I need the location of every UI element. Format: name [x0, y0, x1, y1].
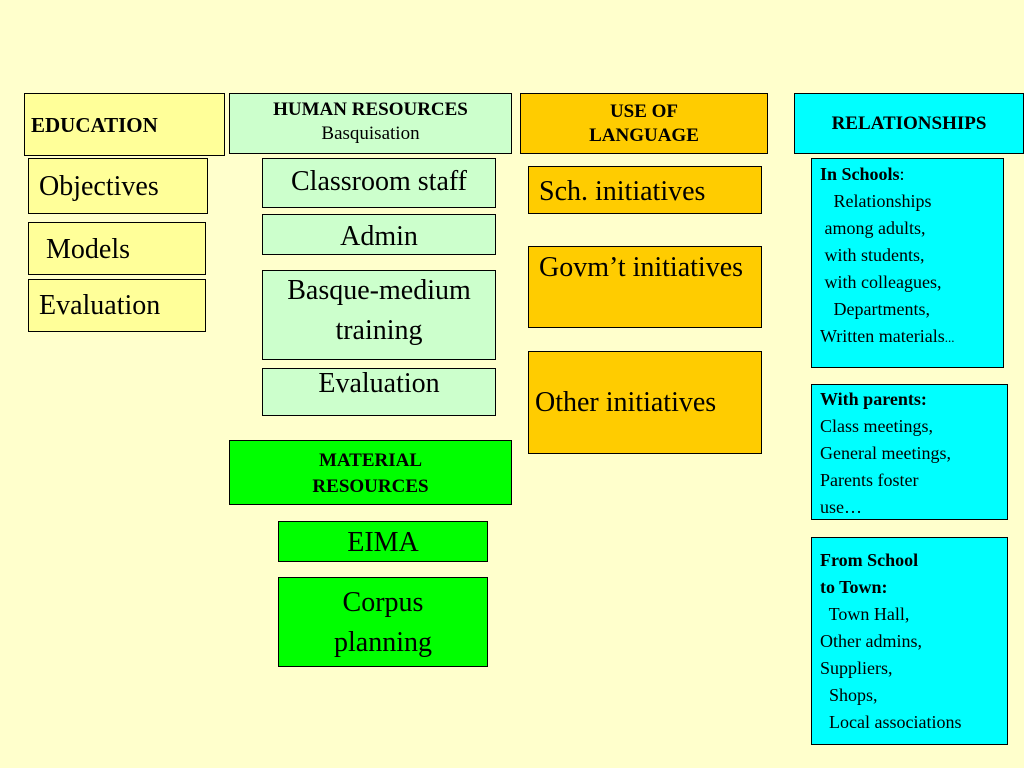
with-parents-line: Class meetings,	[820, 416, 933, 436]
material-item-corpus-planning	[278, 577, 488, 667]
language-item-label: Sch. initiatives	[539, 176, 706, 207]
in-schools-line: Written materials	[820, 326, 945, 346]
in-schools-line: Departments,	[820, 299, 930, 319]
language-item-label: Other initiatives	[535, 386, 717, 418]
in-schools-ellipsis: ...	[944, 330, 955, 345]
in-schools-title-row	[820, 161, 995, 188]
language-item-govmt-initiatives	[528, 246, 762, 328]
material-item-eima	[278, 521, 488, 562]
education-item-label: Evaluation	[39, 290, 161, 321]
human-resources-subheader: Basquisation	[321, 123, 420, 144]
hr-item-label: Basque-medium training	[287, 275, 471, 346]
human-resources-header	[229, 93, 512, 154]
from-school-line: Local associations	[820, 712, 962, 732]
relationships-with-parents	[811, 384, 1008, 520]
use-of-language-header-line1: USE OF	[609, 101, 679, 122]
with-parents-title: With parents:	[820, 389, 927, 409]
education-item-label: Models	[39, 234, 130, 265]
in-schools-title: In Schools	[820, 164, 900, 184]
relationships-in-schools	[811, 158, 1004, 368]
in-schools-line: Relationships	[820, 191, 932, 211]
human-resources-header-label: HUMAN RESOURCES	[273, 99, 468, 120]
use-of-language-header-line2: LANGUAGE	[589, 125, 699, 146]
hr-item-classroom-staff	[262, 158, 496, 208]
hr-item-label: Admin	[340, 221, 418, 252]
from-school-title-line2: to Town:	[820, 577, 888, 597]
hr-item-label: Evaluation	[318, 368, 440, 399]
hr-item-basque-medium-training	[262, 270, 496, 360]
education-item-label: Objectives	[39, 171, 159, 202]
with-parents-line: Parents foster	[820, 470, 919, 490]
language-item-other-initiatives	[528, 351, 762, 454]
relationships-from-school-to-town	[811, 537, 1008, 745]
from-school-line: Shops,	[820, 685, 878, 705]
education-item-models	[28, 222, 206, 275]
language-item-label: Govm’t initiatives	[539, 252, 744, 283]
in-schools-line: among adults,	[820, 218, 926, 238]
in-schools-last-row	[820, 323, 995, 351]
hr-item-label: Classroom staff	[290, 166, 468, 197]
hr-item-admin	[262, 214, 496, 255]
in-schools-colon: :	[899, 164, 905, 184]
material-resources-header-line1: MATERIAL	[318, 450, 423, 471]
relationships-header	[794, 93, 1024, 154]
from-school-line: Suppliers,	[820, 658, 893, 678]
education-item-objectives	[28, 158, 208, 214]
with-parents-line: use…	[820, 497, 862, 517]
education-header-label: EDUCATION	[31, 112, 158, 137]
education-header	[24, 93, 225, 156]
in-schools-line: with colleagues,	[820, 272, 942, 292]
use-of-language-header	[520, 93, 768, 154]
material-resources-header-line2: RESOURCES	[312, 476, 429, 497]
relationships-header-label: RELATIONSHIPS	[831, 112, 987, 134]
material-item-label: EIMA	[347, 527, 419, 558]
from-school-title-line1: From School	[820, 550, 919, 570]
material-resources-header	[229, 440, 512, 505]
in-schools-line: with students,	[820, 245, 925, 265]
education-item-evaluation	[28, 279, 206, 332]
from-school-line: Other admins,	[820, 631, 922, 651]
hr-item-evaluation	[262, 368, 496, 416]
with-parents-line: General meetings,	[820, 443, 951, 463]
material-item-label: Corpus planning	[334, 587, 432, 658]
from-school-line: Town Hall,	[820, 604, 910, 624]
language-item-sch-initiatives	[528, 166, 762, 214]
